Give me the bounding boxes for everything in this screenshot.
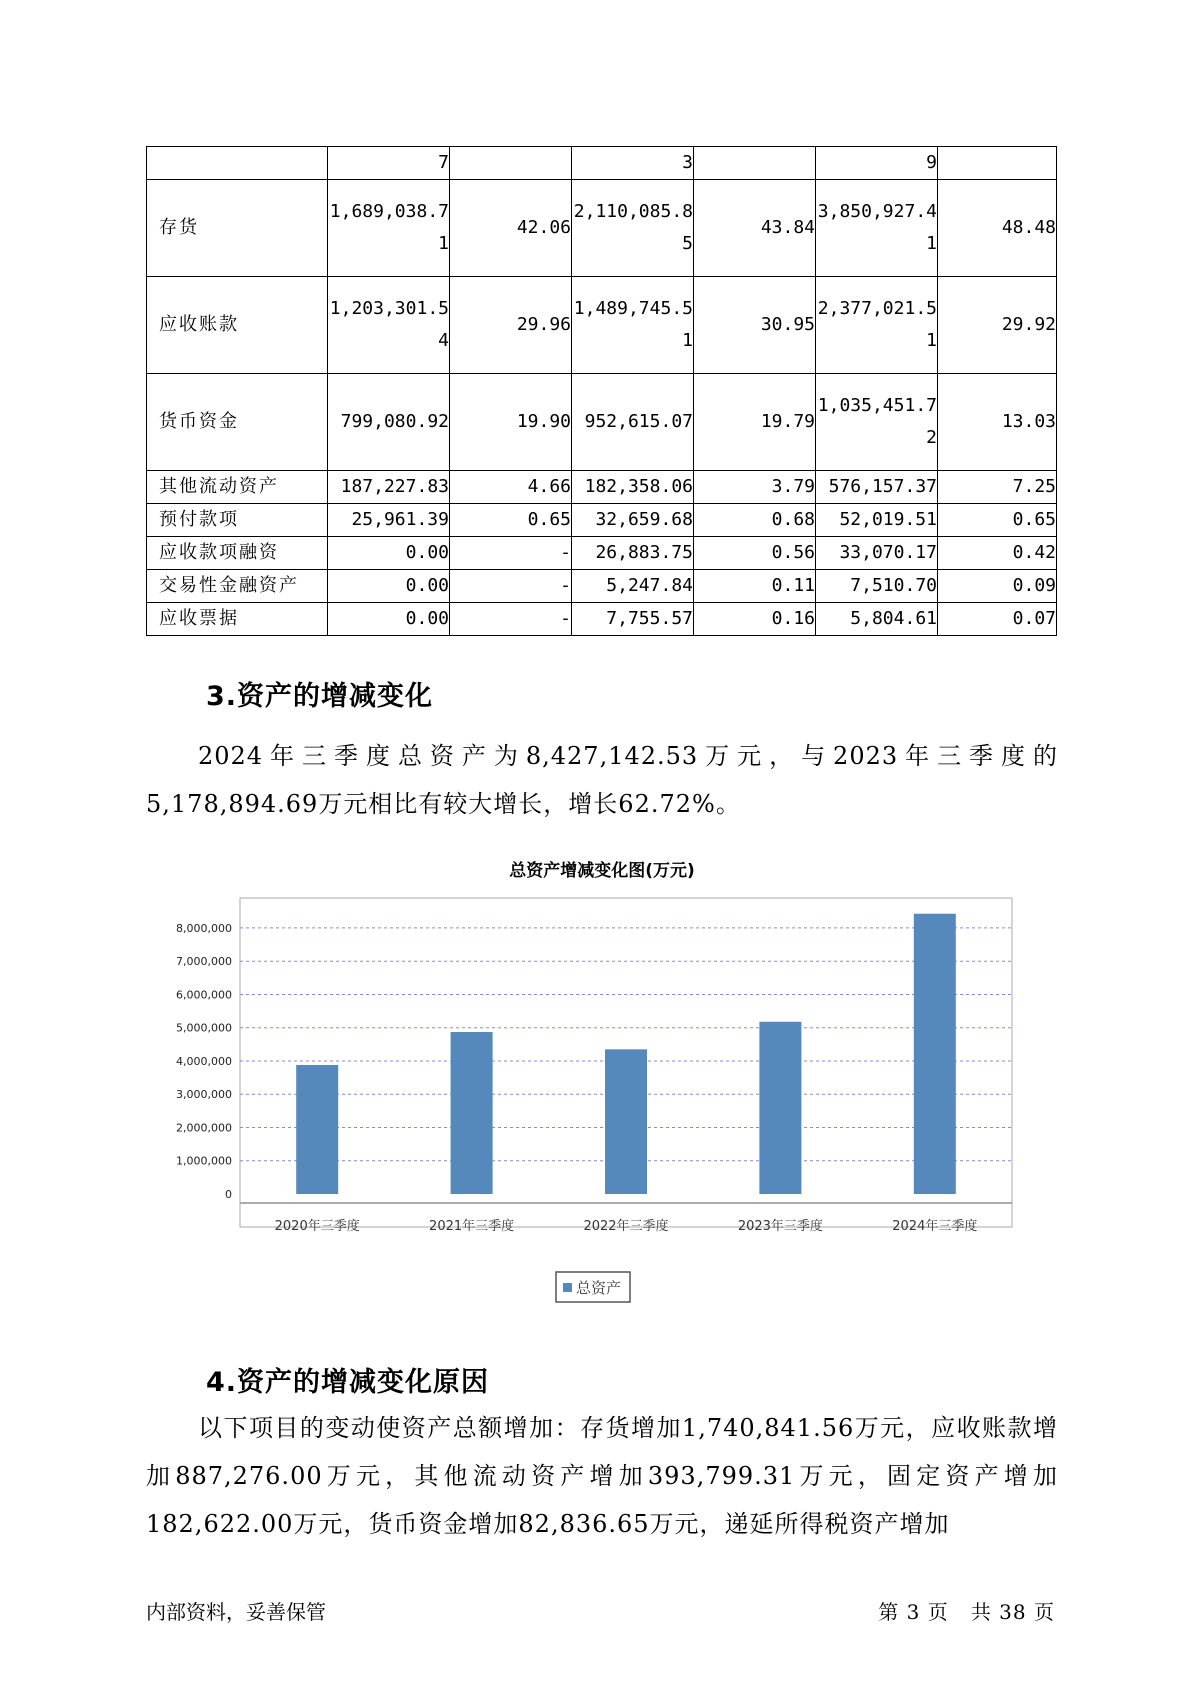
row-item-name: 应收账款 — [147, 277, 328, 374]
bar — [605, 1049, 647, 1194]
row-amount-1 — [328, 504, 450, 537]
row-amount-3 — [816, 277, 938, 374]
amount-line-1: 7,510.70 — [850, 575, 937, 596]
y-tick-label: 1,000,000 — [176, 1154, 232, 1168]
legend-label: 总资产 — [576, 1279, 622, 1297]
footer-page-number: 第 3 页 共 38 页 — [878, 1600, 1055, 1624]
amount-line-1: 32,659.68 — [595, 509, 693, 530]
amount-line-1: 25,961.39 — [351, 509, 449, 530]
amount-line-2: 1 — [438, 233, 449, 254]
row-percent-2: 43.84 — [694, 180, 816, 277]
row-item-name: 应收款项融资 — [147, 537, 328, 570]
row-amount-1 — [328, 147, 450, 180]
row-percent-1: 29.96 — [450, 277, 572, 374]
y-tick-label: 6,000,000 — [176, 988, 232, 1002]
amount-line-2: 2 — [926, 427, 937, 448]
row-item-name: 货币资金 — [147, 374, 328, 471]
table-row — [147, 570, 1057, 603]
row-amount-3 — [816, 537, 938, 570]
table-row — [147, 374, 1057, 471]
bar — [914, 914, 956, 1194]
row-percent-2: 0.68 — [694, 504, 816, 537]
row-amount-2 — [572, 570, 694, 603]
row-percent-1: - — [450, 570, 572, 603]
bar — [451, 1032, 493, 1194]
x-tick-label: 2022年三季度 — [583, 1219, 669, 1234]
row-percent-3: 48.48 — [938, 180, 1057, 277]
row-item-name: 预付款项 — [147, 504, 328, 537]
amount-line-1: 26,883.75 — [595, 542, 693, 563]
row-percent-3: 13.03 — [938, 374, 1057, 471]
amount-line-2: 3 — [682, 152, 693, 173]
row-amount-2 — [572, 504, 694, 537]
row-percent-3: 0.65 — [938, 504, 1057, 537]
row-amount-1 — [328, 537, 450, 570]
amount-line-1: 2,110,085.8 — [573, 201, 693, 222]
row-amount-3 — [816, 374, 938, 471]
chart-title: 总资产增减变化图(万元) — [509, 861, 695, 881]
amount-line-1: 1,489,745.5 — [573, 298, 693, 319]
legend-swatch — [563, 1283, 572, 1292]
asset-structure-table — [146, 146, 1057, 636]
row-amount-2 — [572, 603, 694, 636]
amount-line-1: 0.00 — [405, 575, 449, 596]
row-percent-3 — [938, 147, 1057, 180]
row-amount-3 — [816, 147, 938, 180]
row-percent-3: 0.07 — [938, 603, 1057, 636]
amount-line-2: 7 — [438, 152, 449, 173]
y-tick-label: 8,000,000 — [176, 921, 232, 935]
row-percent-1: 0.65 — [450, 504, 572, 537]
y-tick-label: 0 — [225, 1188, 232, 1201]
row-item-name: 存货 — [147, 180, 328, 277]
row-percent-3: 0.09 — [938, 570, 1057, 603]
row-percent-2: 30.95 — [694, 277, 816, 374]
row-item-name: 应收票据 — [147, 603, 328, 636]
row-amount-3 — [816, 471, 938, 504]
row-amount-3 — [816, 180, 938, 277]
amount-line-1: 3,850,927.4 — [817, 201, 937, 222]
section-4-paragraph: 以下项目的变动使资产总额增加：存货增加1,740,841.56万元，应收账款增加887,276.00万元，其他流动资产增加393,799.31万元，固定资产增加182,622.00万元，货币资金增加82,836.65万元，递延所得税资产增加 — [146, 1414, 1058, 1538]
amount-line-1: 952,615.07 — [584, 411, 693, 432]
table-row — [147, 147, 1057, 180]
y-tick-label: 3,000,000 — [176, 1088, 232, 1102]
row-percent-1: 4.66 — [450, 471, 572, 504]
row-amount-2 — [572, 277, 694, 374]
amount-line-2: 9 — [926, 152, 937, 173]
row-percent-2: 0.16 — [694, 603, 816, 636]
row-amount-2 — [572, 180, 694, 277]
row-amount-2 — [572, 537, 694, 570]
amount-line-1: 0.00 — [405, 608, 449, 629]
row-amount-3 — [816, 603, 938, 636]
amount-line-1: 576,157.37 — [828, 476, 937, 497]
x-tick-label: 2020年三季度 — [274, 1219, 360, 1234]
amount-line-1: 0.00 — [405, 542, 449, 563]
row-percent-3: 29.92 — [938, 277, 1057, 374]
y-tick-label: 5,000,000 — [176, 1021, 232, 1035]
row-percent-2 — [694, 147, 816, 180]
amount-line-1: 1,035,451.7 — [817, 395, 937, 416]
amount-line-2: 1 — [926, 330, 937, 351]
amount-line-2: 1 — [682, 330, 693, 351]
legend — [556, 1272, 630, 1302]
amount-line-1: 187,227.83 — [340, 476, 449, 497]
row-percent-3: 7.25 — [938, 471, 1057, 504]
x-tick-label: 2024年三季度 — [892, 1219, 978, 1234]
row-amount-1 — [328, 570, 450, 603]
section-3-paragraph: 2024年三季度总资产为8,427,142.53万元，与2023年三季度的5,178,894.69万元相比有较大增长，增长62.72%。 — [146, 742, 1058, 818]
row-percent-1: - — [450, 603, 572, 636]
table-row — [147, 180, 1057, 277]
amount-line-2: 4 — [438, 330, 449, 351]
row-percent-1: - — [450, 537, 572, 570]
row-amount-1 — [328, 277, 450, 374]
amount-line-1: 7,755.57 — [606, 608, 693, 629]
row-amount-1 — [328, 180, 450, 277]
y-tick-label: 2,000,000 — [176, 1121, 232, 1135]
row-item-name — [147, 147, 328, 180]
amount-line-1: 799,080.92 — [340, 411, 449, 432]
y-tick-label: 4,000,000 — [176, 1054, 232, 1068]
table-row — [147, 277, 1057, 374]
row-percent-1: 19.90 — [450, 374, 572, 471]
row-item-name: 其他流动资产 — [147, 471, 328, 504]
total-assets-bar-chart — [146, 848, 1026, 1308]
table-row — [147, 471, 1057, 504]
row-amount-3 — [816, 504, 938, 537]
amount-line-2: 1 — [926, 233, 937, 254]
row-percent-1 — [450, 147, 572, 180]
amount-line-1: 1,689,038.7 — [329, 201, 449, 222]
row-percent-1: 42.06 — [450, 180, 572, 277]
amount-line-1: 5,804.61 — [850, 608, 937, 629]
y-tick-label: 7,000,000 — [176, 955, 232, 969]
section-4-heading: 4.资产的增减变化原因 — [206, 1367, 490, 1398]
table-row — [147, 603, 1057, 636]
amount-line-2: 5 — [682, 233, 693, 254]
row-amount-2 — [572, 374, 694, 471]
row-amount-3 — [816, 570, 938, 603]
row-amount-1 — [328, 603, 450, 636]
row-percent-2: 0.11 — [694, 570, 816, 603]
row-percent-2: 0.56 — [694, 537, 816, 570]
row-percent-3: 0.42 — [938, 537, 1057, 570]
section-3-heading: 3.资产的增减变化 — [206, 681, 434, 712]
row-amount-2 — [572, 471, 694, 504]
bar — [296, 1065, 338, 1194]
bar — [759, 1022, 801, 1194]
amount-line-1: 1,203,301.5 — [329, 298, 449, 319]
table-row — [147, 537, 1057, 570]
amount-line-1: 5,247.84 — [606, 575, 693, 596]
x-tick-label: 2021年三季度 — [429, 1219, 515, 1234]
row-item-name: 交易性金融资产 — [147, 570, 328, 603]
table-row — [147, 504, 1057, 537]
row-percent-2: 19.79 — [694, 374, 816, 471]
footer-confidential-note: 内部资料，妥善保管 — [146, 1600, 326, 1624]
amount-line-1: 33,070.17 — [839, 542, 937, 563]
x-tick-label: 2023年三季度 — [737, 1219, 823, 1234]
row-percent-2: 3.79 — [694, 471, 816, 504]
row-amount-2 — [572, 147, 694, 180]
amount-line-1: 182,358.06 — [584, 476, 693, 497]
amount-line-1: 2,377,021.5 — [817, 298, 937, 319]
row-amount-1 — [328, 471, 450, 504]
y-axis-ticks — [176, 922, 232, 1201]
amount-line-1: 52,019.51 — [839, 509, 937, 530]
row-amount-1 — [328, 374, 450, 471]
